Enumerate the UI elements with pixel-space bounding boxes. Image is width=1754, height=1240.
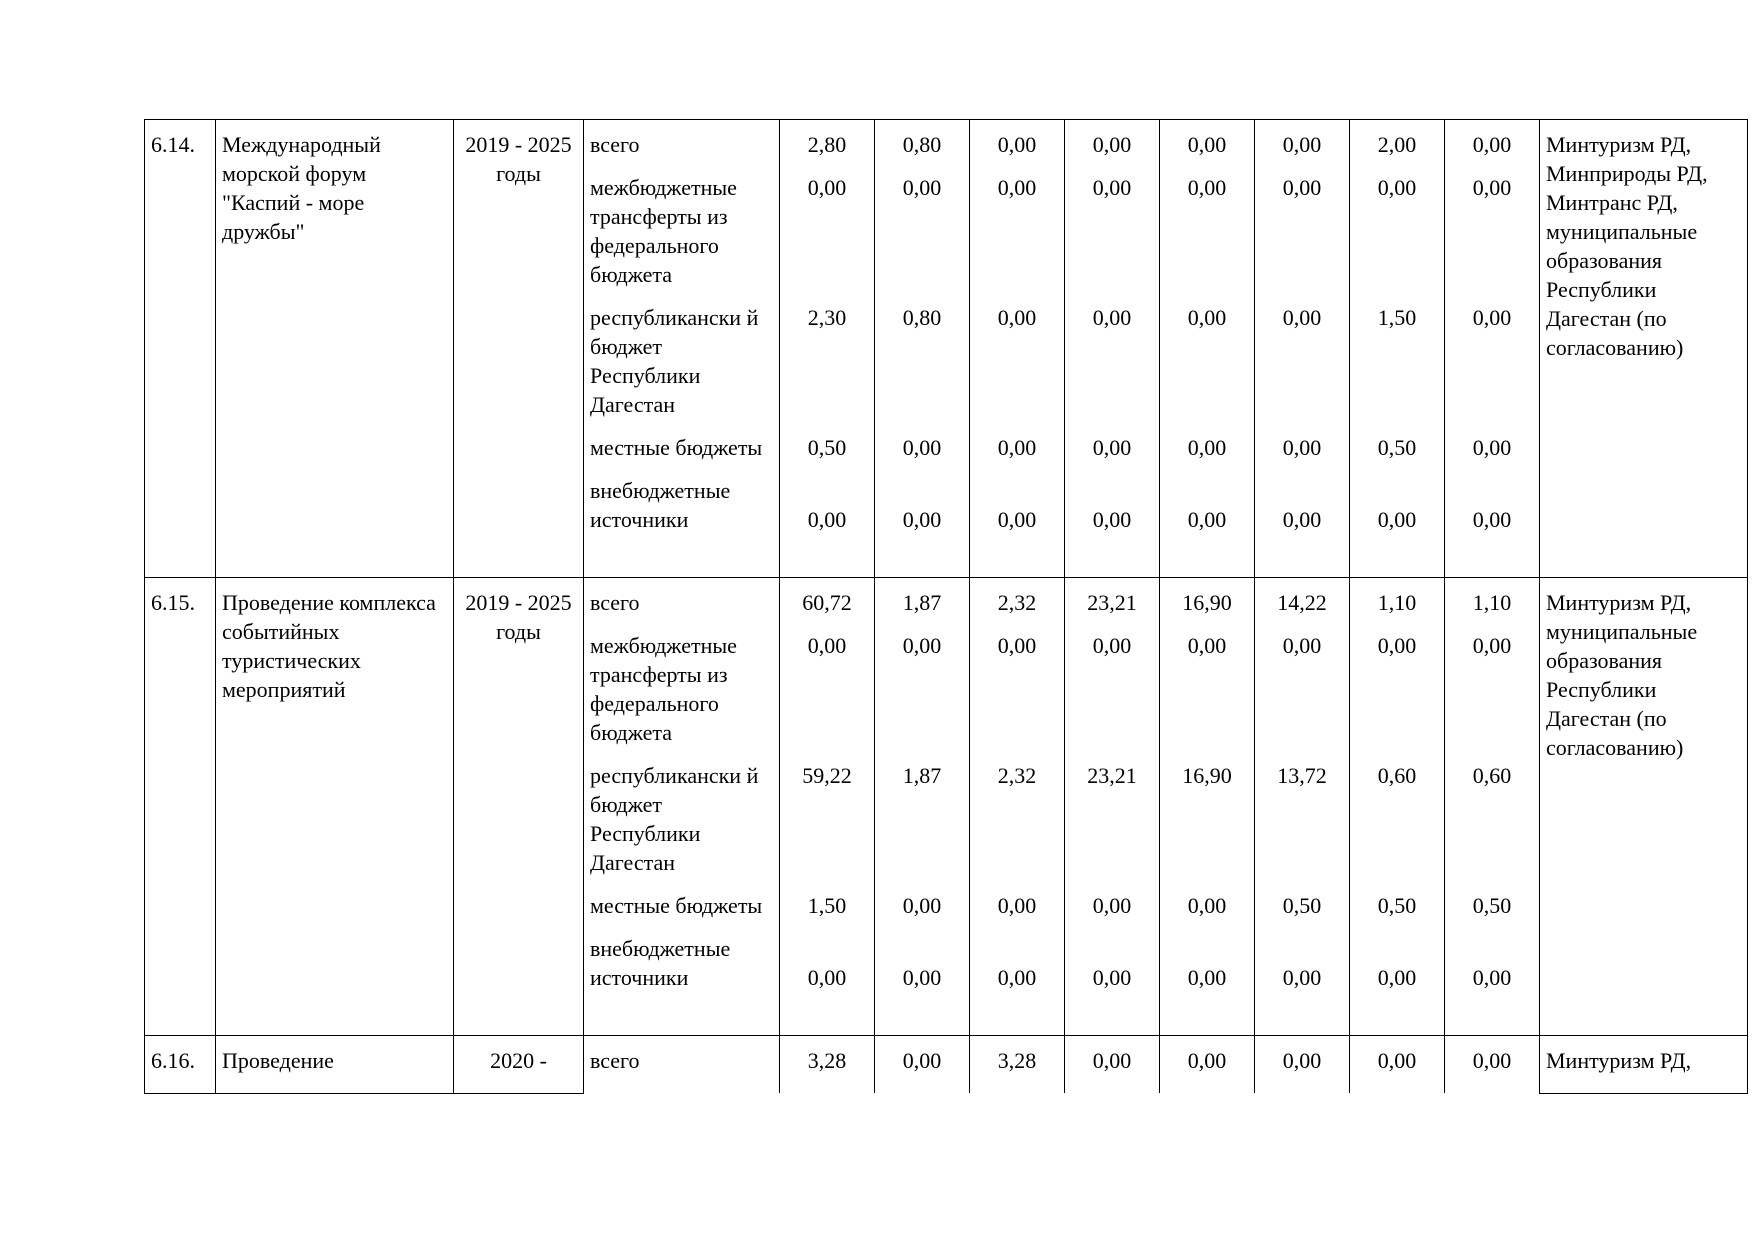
amount-value: 0,00 xyxy=(1092,893,1132,918)
amount-value: 0,00 xyxy=(902,965,942,990)
amount-value: 0,00 xyxy=(1377,965,1417,990)
amount-value: 0,00 xyxy=(807,965,847,990)
funding-source-label: межбюджетные трансферты из федерального бюджета xyxy=(590,175,737,287)
amount-column-2 xyxy=(875,1036,970,1094)
amount-value: 0,50 xyxy=(1377,435,1417,460)
amount-value: 0,00 xyxy=(1282,305,1322,330)
amount-value: 0,00 xyxy=(997,507,1037,532)
amount-value: 0,00 xyxy=(1282,175,1322,200)
funding-source-label: местные бюджеты xyxy=(590,435,763,460)
amount-value: 0,00 xyxy=(1187,435,1227,460)
amount-column-2 xyxy=(875,578,970,1036)
amount-column-3 xyxy=(970,578,1065,1036)
amount-value: 1,50 xyxy=(807,893,847,918)
amount-value: 1,87 xyxy=(902,763,942,788)
amount-value: 0,00 xyxy=(1472,633,1512,658)
amount-column-8 xyxy=(1445,120,1540,578)
amount-value: 0,00 xyxy=(902,435,942,460)
amount-value: 0,00 xyxy=(1282,507,1322,532)
amount-value: 0,00 xyxy=(1092,305,1132,330)
amount-column-4 xyxy=(1065,578,1160,1036)
amount-value: 0,00 xyxy=(1377,175,1417,200)
amount-value: 0,00 xyxy=(1282,435,1322,460)
amount-value: 0,00 xyxy=(1092,132,1132,157)
amount-column-3 xyxy=(970,1036,1065,1094)
amount-column-6 xyxy=(1255,578,1350,1036)
item-period: 2020 - xyxy=(454,1036,584,1094)
amount-value: 13,72 xyxy=(1277,763,1327,788)
amount-column-8 xyxy=(1445,1036,1540,1094)
amount-column-1 xyxy=(780,578,875,1036)
amount-column-6 xyxy=(1255,1036,1350,1094)
funding-source-label: всего xyxy=(590,590,640,615)
item-number: 6.15. xyxy=(145,578,216,1036)
amount-value: 0,80 xyxy=(902,305,942,330)
amount-value: 0,50 xyxy=(1377,893,1417,918)
amount-value: 0,00 xyxy=(1282,965,1322,990)
amount-value: 0,00 xyxy=(1282,132,1322,157)
amount-value: 0,00 xyxy=(1472,1048,1512,1073)
table-row xyxy=(145,578,1748,1036)
amount-column-4 xyxy=(1065,120,1160,578)
amount-column-7 xyxy=(1350,120,1445,578)
amount-value: 0,00 xyxy=(997,893,1037,918)
amount-value: 0,60 xyxy=(1377,763,1417,788)
amount-value: 0,00 xyxy=(902,1048,942,1073)
amount-value: 1,10 xyxy=(1472,590,1512,615)
amount-value: 0,00 xyxy=(997,305,1037,330)
amount-value: 0,50 xyxy=(807,435,847,460)
table-row xyxy=(145,1036,1748,1094)
amount-column-8 xyxy=(1445,578,1540,1036)
amount-value: 2,30 xyxy=(807,305,847,330)
amount-value: 0,00 xyxy=(997,132,1037,157)
amount-value: 0,00 xyxy=(997,435,1037,460)
amount-value: 0,00 xyxy=(807,633,847,658)
funding-source-label: внебюджетные источники xyxy=(590,478,731,532)
amount-value: 1,87 xyxy=(902,590,942,615)
amount-value: 0,00 xyxy=(1282,633,1322,658)
amount-value: 60,72 xyxy=(802,590,852,615)
amount-value: 2,32 xyxy=(997,590,1037,615)
amount-value: 0,00 xyxy=(1187,175,1227,200)
item-name: Проведение комплекса событийных туристических мероприятий xyxy=(216,578,454,1036)
amount-column-1 xyxy=(780,1036,875,1094)
amount-value: 0,00 xyxy=(1282,1048,1322,1073)
item-period: 2019 - 2025 годы xyxy=(454,120,584,578)
amount-value: 1,50 xyxy=(1377,305,1417,330)
amount-value: 0,00 xyxy=(1377,633,1417,658)
amount-value: 0,00 xyxy=(997,175,1037,200)
amount-value: 0,50 xyxy=(1282,893,1322,918)
amount-value: 0,00 xyxy=(997,633,1037,658)
item-period: 2019 - 2025 годы xyxy=(454,578,584,1036)
amount-value: 0,00 xyxy=(997,965,1037,990)
amount-column-6 xyxy=(1255,120,1350,578)
amount-value: 1,10 xyxy=(1377,590,1417,615)
amount-value: 0,00 xyxy=(1472,965,1512,990)
amount-column-5 xyxy=(1160,120,1255,578)
amount-value: 59,22 xyxy=(802,763,852,788)
item-number: 6.16. xyxy=(145,1036,216,1094)
amount-value: 0,60 xyxy=(1472,763,1512,788)
funding-source-label: республикански й бюджет Республики Дагестан xyxy=(590,305,759,417)
amount-value: 0,00 xyxy=(1092,965,1132,990)
amount-value: 0,00 xyxy=(1187,633,1227,658)
amount-value: 23,21 xyxy=(1087,590,1137,615)
funding-sources xyxy=(584,578,780,1036)
funding-sources xyxy=(584,120,780,578)
amount-value: 0,00 xyxy=(1377,1048,1417,1073)
amount-column-1 xyxy=(780,120,875,578)
amount-value: 0,00 xyxy=(1187,132,1227,157)
amount-column-7 xyxy=(1350,578,1445,1036)
executors: Минтуризм РД, xyxy=(1540,1036,1748,1094)
amount-value: 2,80 xyxy=(807,132,847,157)
funding-source-label: межбюджетные трансферты из федерального бюджета xyxy=(590,633,737,745)
amount-value: 0,00 xyxy=(1472,132,1512,157)
amount-value: 0,00 xyxy=(1472,175,1512,200)
amount-value: 0,00 xyxy=(1377,507,1417,532)
executors: Минтуризм РД, Минприроды РД, Минтранс РД, муниципальные образования Республики Дагестан (по согласованию) xyxy=(1540,120,1748,578)
item-name: Проведение xyxy=(216,1036,454,1094)
amount-value: 0,00 xyxy=(1472,507,1512,532)
amount-value: 0,00 xyxy=(1092,633,1132,658)
amount-value: 3,28 xyxy=(807,1048,847,1073)
executors: Минтуризм РД, муниципальные образования Республики Дагестан (по согласованию) xyxy=(1540,578,1748,1036)
amount-value: 0,00 xyxy=(1187,1048,1227,1073)
amount-value: 0,00 xyxy=(1092,175,1132,200)
amount-value: 23,21 xyxy=(1087,763,1137,788)
amount-value: 0,00 xyxy=(1092,1048,1132,1073)
amount-value: 0,00 xyxy=(807,175,847,200)
amount-value: 0,00 xyxy=(1092,435,1132,460)
amount-value: 0,00 xyxy=(1472,435,1512,460)
amount-value: 0,00 xyxy=(1472,305,1512,330)
item-name: Международный морской форум "Каспий - море дружбы" xyxy=(216,120,454,578)
amount-column-4 xyxy=(1065,1036,1160,1094)
amount-value: 0,00 xyxy=(1187,965,1227,990)
table-body xyxy=(145,120,1748,1094)
amount-value: 14,22 xyxy=(1277,590,1327,615)
amount-value: 16,90 xyxy=(1182,763,1232,788)
amount-value: 0,00 xyxy=(1187,507,1227,532)
funding-sources xyxy=(584,1036,780,1094)
funding-source-label: внебюджетные источники xyxy=(590,936,731,990)
table-row xyxy=(145,120,1748,578)
amount-value: 0,50 xyxy=(1472,893,1512,918)
amount-value: 0,80 xyxy=(902,132,942,157)
amount-value: 0,00 xyxy=(902,893,942,918)
financing-table xyxy=(144,119,1748,1094)
amount-value: 3,28 xyxy=(997,1048,1037,1073)
amount-value: 0,00 xyxy=(1187,305,1227,330)
amount-column-7 xyxy=(1350,1036,1445,1094)
amount-column-5 xyxy=(1160,578,1255,1036)
amount-value: 0,00 xyxy=(902,175,942,200)
amount-value: 2,00 xyxy=(1377,132,1417,157)
amount-value: 2,32 xyxy=(997,763,1037,788)
amount-column-5 xyxy=(1160,1036,1255,1094)
amount-value: 0,00 xyxy=(902,633,942,658)
amount-column-3 xyxy=(970,120,1065,578)
amount-value: 16,90 xyxy=(1182,590,1232,615)
funding-source-label: республикански й бюджет Республики Дагестан xyxy=(590,763,759,875)
funding-source-label: местные бюджеты xyxy=(590,893,763,918)
amount-value: 0,00 xyxy=(902,507,942,532)
amount-value: 0,00 xyxy=(1187,893,1227,918)
funding-source-label: всего xyxy=(590,1048,640,1073)
funding-source-label: всего xyxy=(590,132,640,157)
amount-value: 0,00 xyxy=(807,507,847,532)
item-number: 6.14. xyxy=(145,120,216,578)
amount-value: 0,00 xyxy=(1092,507,1132,532)
amount-column-2 xyxy=(875,120,970,578)
